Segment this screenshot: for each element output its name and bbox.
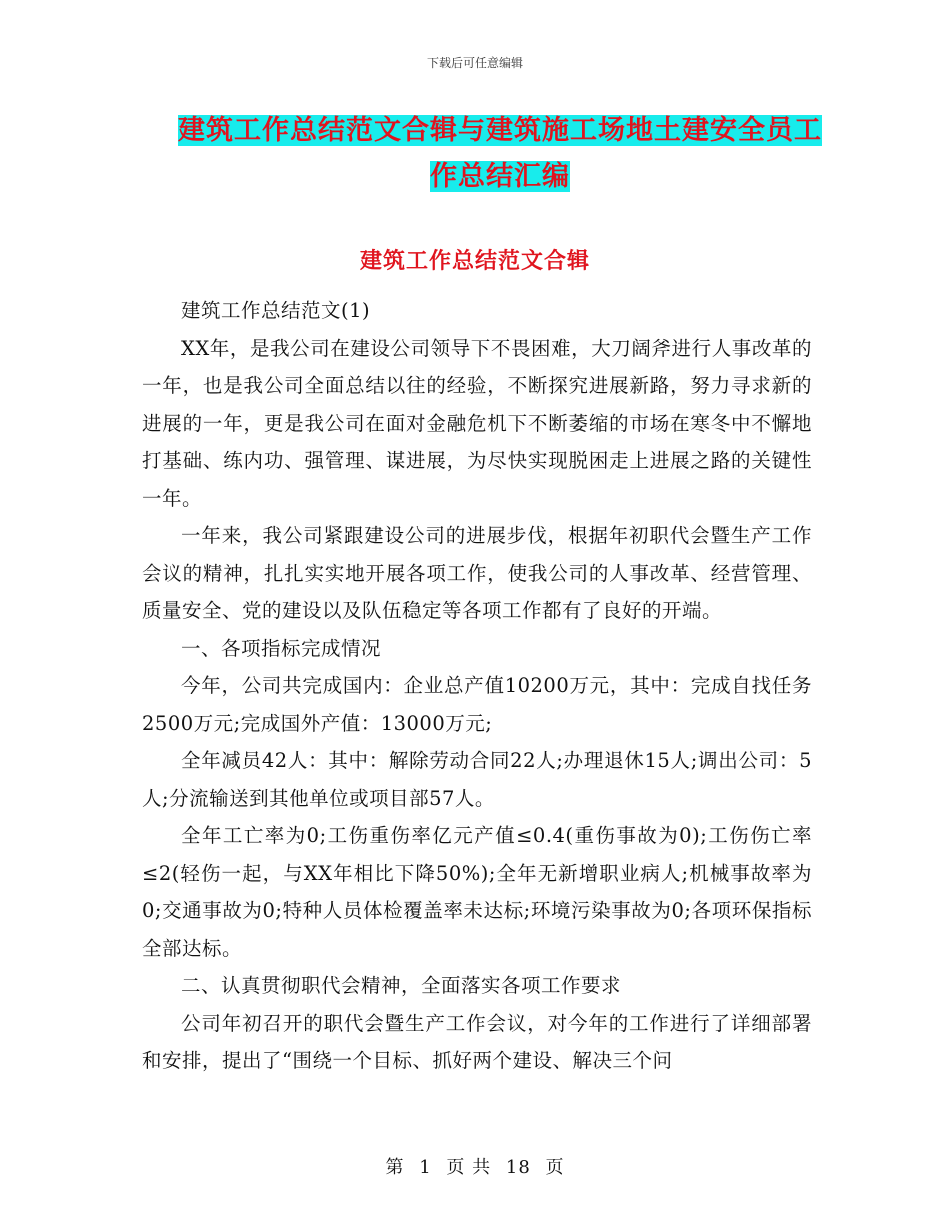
document-body <box>142 292 812 1080</box>
document-title-line2: 作总结汇编 <box>430 161 570 192</box>
paragraph: 建筑工作总结范文(1) <box>181 299 371 322</box>
page-suffix: 页 <box>545 1157 565 1178</box>
page-current: 1 <box>419 1157 432 1178</box>
header-note: 下载后可任意编辑 <box>426 56 523 70</box>
paragraph: 公司年初召开的职代会暨生产工作会议，对今年的工作进行了详细部署和安排，提出了“围绕一个目标、抓好两个建设、解决三个问 <box>142 1011 812 1072</box>
paragraph: 今年，公司共完成国内：企业总产值10200万元，其中：完成自找任务2500万元;完成国外产值：13000万元; <box>142 674 812 735</box>
page-footer <box>0 1153 950 1179</box>
paragraph: 全年工亡率为0;工伤重伤率亿元产值≤0.4(重伤事故为0);工伤伤亡率≤2(轻伤一起，与XX年相比下降50%);全年无新增职业病人;机械事故率为0;交通事故为0;特种人员体检覆盖率未达标;环境污染事故为0;各项环保指标全部达标。 <box>142 824 812 960</box>
page-prefix: 第 <box>385 1157 405 1178</box>
page-total: 18 <box>505 1157 531 1178</box>
paragraph: XX年，是我公司在建设公司领导下不畏困难，大刀阔斧进行人事改革的一年，也是我公司全面总结以往的经验，不断探究进展新路，努力寻求新的进展的一年，更是我公司在面对金融危机下不断萎缩的市场在寒冬中不懈地打基础、练内功、强管理、谋进展，为尽快实现脱困走上进展之路的关键性一年。 <box>142 336 812 510</box>
document-title <box>175 108 825 200</box>
page-mid: 页 共 <box>446 1157 492 1178</box>
document-title-line1: 建筑工作总结范文合辑与建筑施工场地土建安全员工 <box>178 115 822 146</box>
paragraph: 一、各项指标完成情况 <box>181 636 382 660</box>
paragraph: 一年来，我公司紧跟建设公司的进展步伐，根据年初职代会暨生产工作会议的精神，扎扎实实地开展各项工作，使我公司的人事改革、经营管理、质量安全、党的建设以及队伍稳定等各项工作都有了良好的开端。 <box>142 524 812 622</box>
paragraph: 二、认真贯彻职代会精神，全面落实各项工作要求 <box>181 974 622 997</box>
paragraph: 全年减员42人：其中：解除劳动合同22人;办理退休15人;调出公司：5人;分流输送到其他单位或项目部57人。 <box>142 749 812 810</box>
section-title: 建筑工作总结范文合辑 <box>359 249 590 274</box>
